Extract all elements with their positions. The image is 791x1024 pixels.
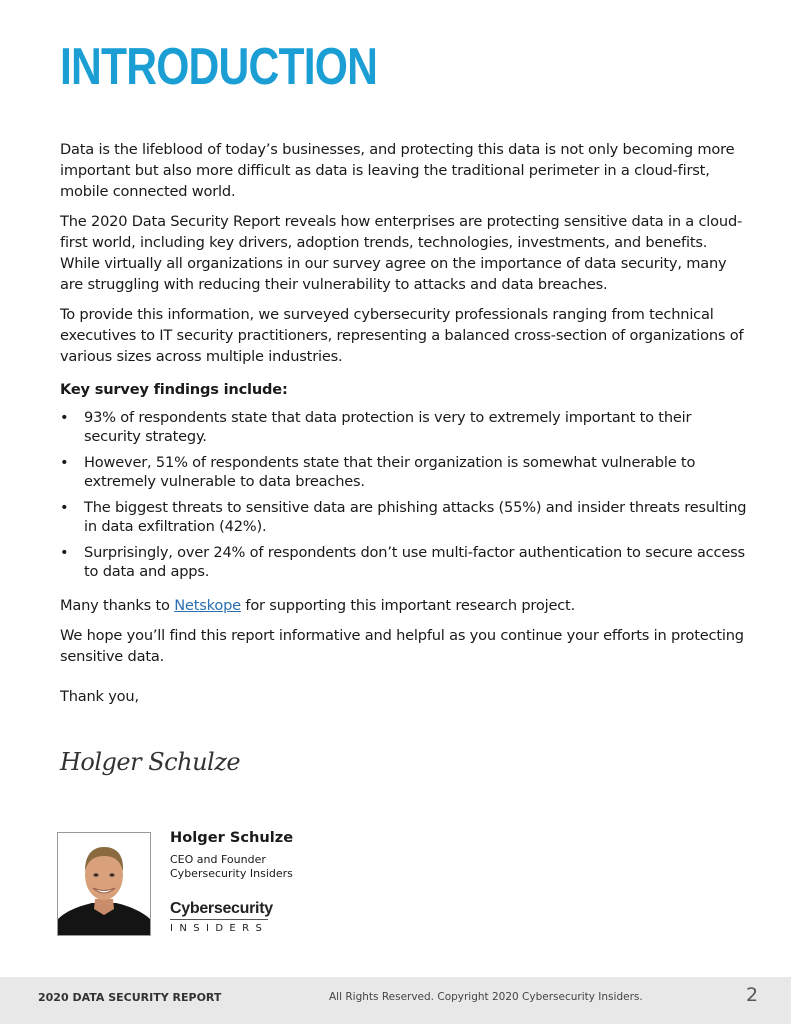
handwritten-signature: Holger Schulze — [60, 748, 241, 776]
survey-paragraph: To provide this information, we surveyed cybersecurity professionals ranging from technical executives to IT security practitioners, representing a balanced cross-section of organizations of various sizes across multiple industries. — [60, 306, 744, 365]
netskope-link[interactable]: Netskope — [174, 597, 241, 614]
thanks-paragraph — [60, 595, 750, 616]
logo-wordmark: Cybersecurity — [170, 900, 268, 920]
page-number: 2 — [746, 984, 759, 1006]
bullet-icon: • — [60, 499, 69, 516]
author-photo — [57, 832, 151, 936]
finding-item — [60, 498, 750, 536]
author-company: Cybersecurity Insiders — [170, 867, 293, 880]
finding-item — [60, 543, 750, 581]
key-findings-heading: Key survey findings include: — [60, 381, 288, 398]
page-footer — [0, 977, 791, 1024]
footer-copyright: All Rights Reserved. Copyright 2020 Cybersecurity Insiders. — [329, 991, 643, 1003]
intro-paragraph: Data is the lifeblood of today’s businesses, and protecting this data is not only becoming more important but also more difficult as data is leaving the traditional perimeter in a cloud-first, mobile connected world. — [60, 141, 735, 200]
finding-item — [60, 453, 750, 491]
closing-paragraph: We hope you’ll find this report informative and helpful as you continue your efforts in protecting sensitive data. — [60, 627, 744, 665]
finding-text: The biggest threats to sensitive data are phishing attacks (55%) and insider threats resulting in data exfiltration (42%). — [84, 499, 747, 535]
cybersecurity-insiders-logo — [170, 900, 273, 934]
finding-text: However, 51% of respondents state that their organization is somewhat vulnerable to extremely vulnerable to data breaches. — [84, 454, 696, 490]
portrait-icon — [58, 833, 150, 935]
report-paragraph: The 2020 Data Security Report reveals how enterprises are protecting sensitive data in a cloud-first world, including key drivers, adoption trends, technologies, investments, and benefits. While virtually all organizations in our survey agree on the importance of data security, many are struggling with reducing their vulnerability to attacks and data breaches. — [60, 213, 743, 293]
finding-text: Surprisingly, over 24% of respondents don’t use multi-factor authentication to secure access to data and apps. — [84, 544, 745, 580]
author-name: Holger Schulze — [170, 829, 294, 846]
bullet-icon: • — [60, 454, 69, 471]
body-content — [60, 139, 750, 716]
signoff: Thank you, — [60, 688, 139, 705]
finding-text: 93% of respondents state that data protection is very to extremely important to their security strategy. — [84, 409, 692, 445]
footer-report-title: 2020 DATA SECURITY REPORT — [38, 991, 222, 1004]
thanks-suffix: for supporting this important research project. — [240, 597, 576, 614]
author-title: CEO and Founder — [170, 853, 266, 866]
thanks-prefix: Many thanks to — [60, 597, 175, 614]
bullet-icon: • — [60, 544, 69, 561]
bullet-icon: • — [60, 409, 69, 426]
page-title: INTRODUCTION — [60, 38, 378, 96]
finding-item — [60, 408, 750, 446]
key-findings-list — [60, 408, 750, 581]
author-role — [170, 853, 293, 881]
logo-subtitle: INSIDERS — [170, 923, 269, 934]
